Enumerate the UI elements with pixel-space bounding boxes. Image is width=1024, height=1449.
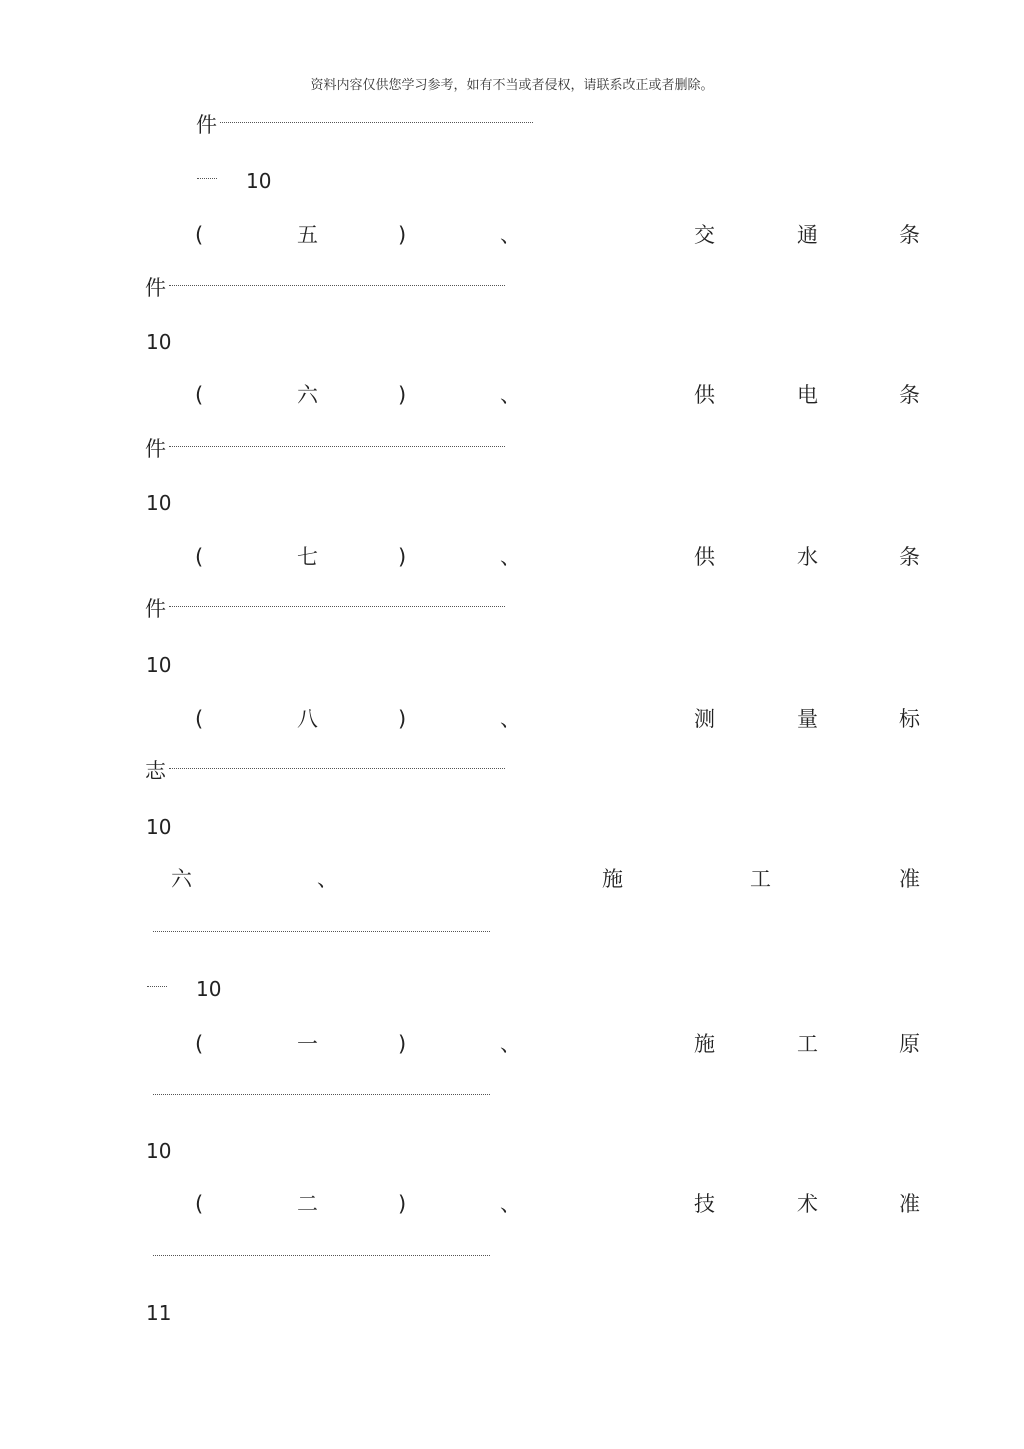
dot-leader bbox=[153, 931, 490, 932]
toc-entry-char: 施 bbox=[694, 1032, 715, 1056]
toc-page-number[interactable]: 10 bbox=[146, 653, 172, 677]
toc-entry-tail: 件 bbox=[145, 437, 166, 461]
toc-bracket-open: ( bbox=[195, 383, 204, 407]
dot-leader bbox=[147, 986, 167, 987]
toc-bracket-close: ) bbox=[398, 1032, 407, 1056]
toc-entry-index: 八 bbox=[297, 707, 318, 731]
toc-entry-char: 工 bbox=[750, 867, 771, 891]
toc-page-number[interactable]: 10 bbox=[246, 169, 272, 193]
toc-bracket-close: ) bbox=[398, 1192, 407, 1216]
toc-bracket-open: ( bbox=[195, 545, 204, 569]
toc-entry-char: 交 bbox=[694, 223, 715, 247]
toc-entry-index: 六 bbox=[297, 383, 318, 407]
toc-entry-char: 条 bbox=[899, 223, 920, 247]
toc-entry-char: 施 bbox=[602, 867, 623, 891]
dot-leader bbox=[169, 446, 505, 447]
toc-entry-index: 七 bbox=[297, 545, 318, 569]
toc-separator: 、 bbox=[500, 383, 521, 407]
toc-entry-char: 水 bbox=[797, 545, 818, 569]
dot-leader bbox=[153, 1255, 490, 1256]
toc-entry-tail: 件 bbox=[145, 597, 166, 621]
toc-entry-index: 一 bbox=[297, 1032, 318, 1056]
toc-separator: 、 bbox=[500, 223, 521, 247]
toc-page-number[interactable]: 10 bbox=[196, 977, 222, 1001]
dot-leader bbox=[197, 178, 217, 179]
dot-leader bbox=[169, 606, 505, 607]
toc-entry-char: 条 bbox=[899, 545, 920, 569]
toc-separator: 、 bbox=[500, 545, 521, 569]
toc-entry-char: 准 bbox=[899, 1192, 920, 1216]
toc-entry-char: 工 bbox=[797, 1032, 818, 1056]
toc-entry-char: 术 bbox=[797, 1192, 818, 1216]
dot-leader bbox=[220, 122, 533, 123]
toc-entry-char: 条 bbox=[899, 383, 920, 407]
toc-bracket-open: ( bbox=[195, 1192, 204, 1216]
toc-bracket-close: ) bbox=[398, 383, 407, 407]
toc-entry-char: 原 bbox=[899, 1032, 920, 1056]
toc-separator: 、 bbox=[500, 1032, 521, 1056]
toc-bracket-open: ( bbox=[195, 223, 204, 247]
toc-bracket-open: ( bbox=[195, 1032, 204, 1056]
toc-page-number[interactable]: 11 bbox=[146, 1301, 172, 1325]
toc-page-number[interactable]: 10 bbox=[146, 491, 172, 515]
page-header-notice: 资料内容仅供您学习参考，如有不当或者侵权，请联系改正或者删除。 bbox=[310, 78, 714, 93]
toc-entry-char: 电 bbox=[797, 383, 818, 407]
toc-page-number[interactable]: 10 bbox=[146, 1139, 172, 1163]
dot-leader bbox=[169, 285, 505, 286]
toc-entry-char: 技 bbox=[694, 1192, 715, 1216]
dot-leader bbox=[169, 768, 505, 769]
toc-entry-char: 通 bbox=[797, 223, 818, 247]
toc-entry-tail: 件 bbox=[145, 276, 166, 300]
toc-bracket-open: ( bbox=[195, 707, 204, 731]
toc-entry-tail: 件 bbox=[196, 113, 217, 137]
toc-entry-tail: 志 bbox=[145, 759, 166, 783]
toc-entry-char: 量 bbox=[797, 707, 818, 731]
toc-entry-char: 标 bbox=[899, 707, 920, 731]
toc-bracket-close: ) bbox=[398, 545, 407, 569]
toc-separator: 、 bbox=[500, 1192, 521, 1216]
toc-bracket-close: ) bbox=[398, 223, 407, 247]
toc-section-index: 六 bbox=[171, 867, 192, 891]
toc-page-number[interactable]: 10 bbox=[146, 330, 172, 354]
toc-entry-char: 测 bbox=[694, 707, 715, 731]
toc-entry-char: 准 bbox=[899, 867, 920, 891]
toc-page-number[interactable]: 10 bbox=[146, 815, 172, 839]
toc-entry-char: 供 bbox=[694, 383, 715, 407]
dot-leader bbox=[153, 1094, 490, 1095]
toc-bracket-close: ) bbox=[398, 707, 407, 731]
toc-entry-index: 五 bbox=[297, 223, 318, 247]
toc-entry-char: 供 bbox=[694, 545, 715, 569]
toc-entry-index: 二 bbox=[297, 1192, 318, 1216]
toc-separator: 、 bbox=[317, 867, 338, 891]
toc-separator: 、 bbox=[500, 707, 521, 731]
